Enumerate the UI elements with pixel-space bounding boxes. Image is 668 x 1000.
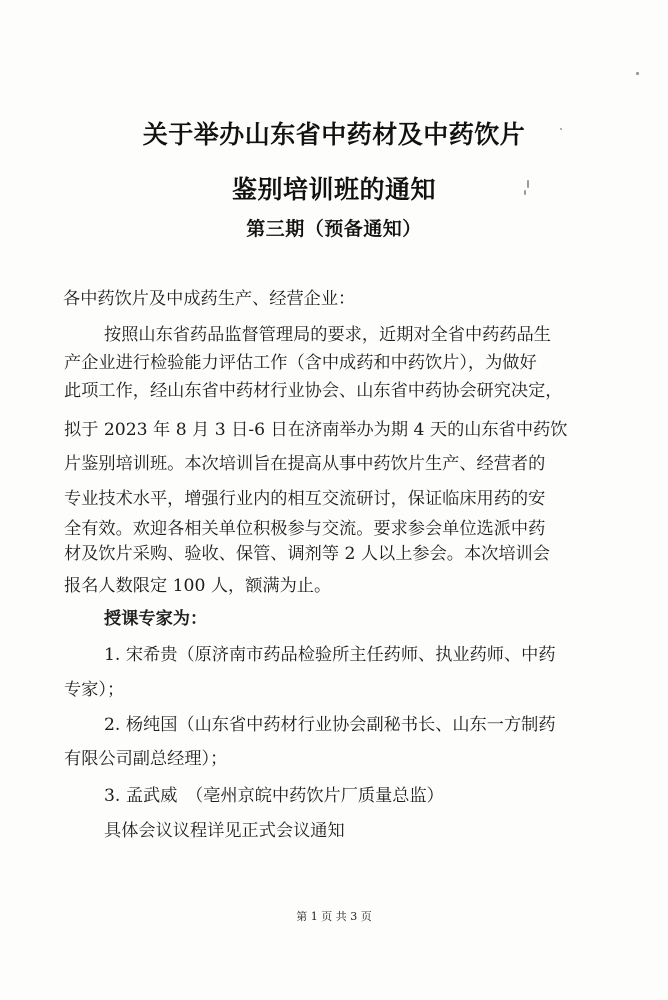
paragraph-line: 全有效。欢迎各相关单位积极参与交流。要求参会单位选派中药	[64, 519, 546, 539]
expert-line: 3. 孟武威 （亳州京皖中药饮片厂质量总监）	[104, 786, 444, 806]
paragraph-line: 材及饮片采购、验收、保管、调剂等 2 人以上参会。本次培训会	[64, 544, 550, 564]
scan-speck	[636, 72, 639, 75]
scan-speck	[527, 180, 529, 188]
expert-line: 2. 杨纯国（山东省中药材行业协会副秘书长、山东一方制药	[104, 715, 556, 735]
closing-line: 具体会议议程详见正式会议通知	[104, 821, 345, 841]
scan-speck	[524, 190, 526, 195]
paragraph-line: 报名人数限定 100 人，额满为止。	[64, 576, 332, 596]
document-title-line-2: 鉴别培训班的通知	[231, 175, 436, 204]
scan-speck	[560, 128, 562, 130]
paragraph-line: 此项工作，经山东省中药材行业协会、山东省中药协会研究决定，	[64, 381, 563, 401]
salutation: 各中药饮片及中成药生产、经营企业：	[63, 289, 356, 309]
paragraph-line: 按照山东省药品监督管理局的要求，近期对全省中药药品生	[104, 325, 551, 345]
document-title-line-1: 关于举办山东省中药材及中药饮片	[142, 120, 526, 149]
paragraph-line: 片鉴别培训班。本次培训旨在提高从事中药饮片生产、经营者的	[64, 454, 546, 474]
page-number-footer: 第 1 页 共 3 页	[296, 910, 372, 923]
paragraph-line: 拟于 2023 年 8 月 3 日-6 日在济南举办为期 4 天的山东省中药饮	[64, 420, 568, 440]
expert-line: 有限公司副总经理）；	[64, 749, 228, 769]
document-subtitle: 第三期（预备通知）	[246, 218, 422, 240]
paragraph-line: 产企业进行检验能力评估工作（含中成药和中药饮片），为做好	[64, 353, 537, 373]
expert-line: 1. 宋希贵（原济南市药品检验所主任药师、执业药师、中药	[104, 645, 556, 665]
expert-line: 专家）；	[64, 680, 125, 700]
experts-heading: 授课专家为：	[104, 609, 208, 629]
paragraph-line: 专业技术水平，增强行业内的相互交流研讨，保证临床用药的安	[64, 489, 546, 509]
